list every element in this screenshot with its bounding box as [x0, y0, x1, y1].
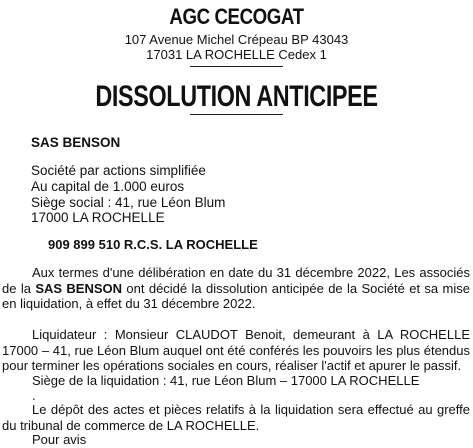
para1-company-bold: SAS BENSON — [35, 280, 123, 296]
title-divider — [190, 114, 283, 115]
company-city: 17000 LA ROCHELLE — [31, 210, 165, 225]
company-head-office: Siège social : 41, rue Léon Blum — [31, 195, 226, 210]
notice-title: DISSOLUTION ANTICIPEE — [95, 80, 378, 113]
company-name: SAS BENSON — [31, 135, 121, 150]
closing-text: Pour avis — [32, 432, 87, 447]
header-divider — [190, 66, 283, 67]
company-capital: Au capital de 1.000 euros — [31, 179, 185, 194]
agency-name: AGC CECOGAT — [169, 4, 304, 29]
separator-dot: . — [32, 388, 36, 403]
agency-address-line1: 107 Avenue Michel Crépeau BP 43043 — [124, 32, 349, 47]
company-legal-form: Société par actions simplifiée — [31, 163, 206, 178]
liquidator-paragraph: Liquidateur : Monsieur CLAUDOT Benoit, demeurant à LA ROCHELLE 17000 – 41, rue Léon Blum auquel ont été conférés les pouvoirs les plus étendus pour terminer les opérations sociales en cours, réaliser l'actif et apurer le passif. — [2, 327, 470, 374]
liquidation-seat: Siège de la liquidation : 41, rue Léon Blum – 17000 LA ROCHELLE — [32, 373, 420, 388]
para1-text-end: ont décidé la dissolution anticipée de la Société et sa mise en liquidation, à effet du 31 décembre 2022. — [2, 280, 470, 312]
filing-paragraph: Le dépôt des actes et pièces relatifs à la liquidation sera effectué au greffe du tribunal de commerce de LA ROCHELLE. — [2, 402, 470, 433]
company-registration: 909 899 510 R.C.S. LA ROCHELLE — [48, 237, 258, 252]
dissolution-paragraph — [2, 265, 470, 312]
para1-text-start: Aux termes d'une délibération en date du 31 décembre 2022, Les associés de la — [2, 265, 470, 296]
agency-address-line2: 17031 LA ROCHELLE Cedex 1 — [146, 47, 327, 62]
